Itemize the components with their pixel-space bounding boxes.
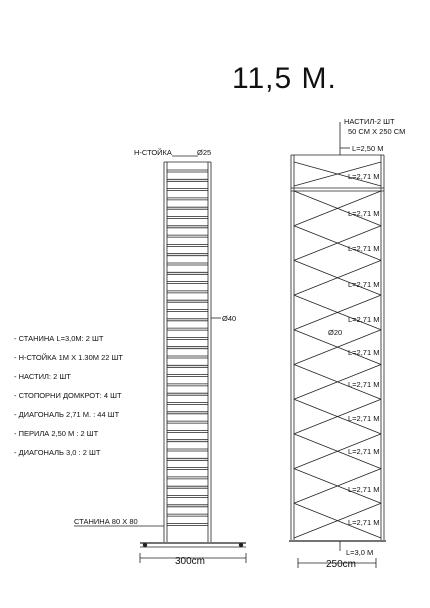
- spec-item: - СТАНИНА L=3,0М: 2 ШТ: [14, 334, 104, 343]
- base-frame-label: СТАНИНА 80 X 80: [74, 517, 138, 526]
- deck-label-1: НАСТИЛ-2 ШТ: [344, 117, 395, 126]
- bottom-diagonal-length: L=3,0 М: [346, 548, 374, 557]
- side-width-dimension: 250cm: [326, 559, 357, 570]
- diagonal-length-label: L=2,71 М: [348, 315, 380, 324]
- h-frame-label: Н-СТОЙКА: [134, 148, 172, 157]
- spec-item: - ДИАГОНАЛЬ 2,71 М. : 44 ШТ: [14, 410, 120, 419]
- front-width-dimension: 300cm: [175, 556, 206, 567]
- height-title: 11,5 М.: [232, 62, 337, 95]
- pipe-diameter-top: Ø25: [197, 148, 212, 157]
- spec-item: - Н-СТОЙКА 1М X 1.30М 22 ШТ: [14, 353, 123, 362]
- diagonal-length-label: L=2,71 М: [348, 414, 380, 423]
- top-rail-length: L=2,50 М: [352, 144, 384, 153]
- diagonal-length-label: L=2,71 М: [348, 348, 380, 357]
- spec-item: - ПЕРИЛА 2,50 М : 2 ШТ: [14, 429, 99, 438]
- diagonal-length-label: L=2,71 М: [348, 380, 380, 389]
- diagonal-length-label: L=2,71 М: [348, 172, 380, 181]
- base-wheel-right: [239, 543, 243, 547]
- base-wheel-left: [143, 543, 147, 547]
- diagonal-length-label: L=2,71 М: [348, 244, 380, 253]
- diagonal-length-label: L=2,71 М: [348, 280, 380, 289]
- spec-item: - ДИАГОНАЛЬ 3,0 : 2 ШТ: [14, 448, 101, 457]
- side-pipe-diameter: Ø20: [328, 328, 343, 337]
- spec-item: - СТОПОРНИ ДОМКРОТ: 4 ШТ: [14, 391, 122, 400]
- deck-label-2: 50 СМ X 250 СМ: [348, 127, 406, 136]
- pipe-diameter-side: Ø40: [222, 314, 237, 323]
- spec-item: - НАСТИЛ: 2 ШТ: [14, 372, 71, 381]
- diagonal-length-label: L=2,71 М: [348, 518, 380, 527]
- side-view-tower: [289, 122, 386, 568]
- diagonal-length-label: L=2,71 М: [348, 447, 380, 456]
- diagonal-length-label: L=2,71 М: [348, 485, 380, 494]
- diagonal-length-label: L=2,71 М: [348, 209, 380, 218]
